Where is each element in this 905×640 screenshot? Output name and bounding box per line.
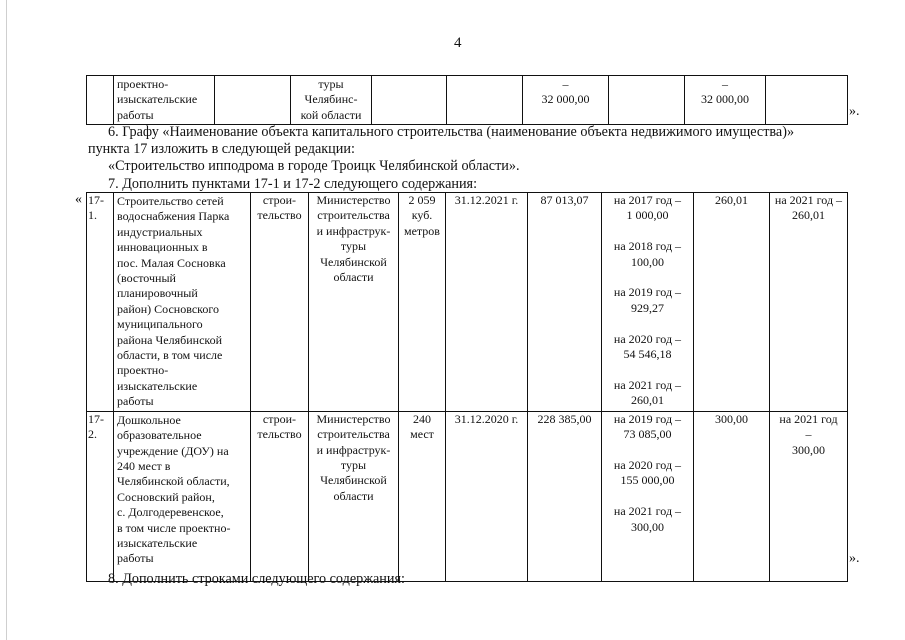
cell-line: 73 085,00	[623, 427, 672, 442]
cell-line: 240 мест в	[117, 458, 171, 473]
cell-line: на 2021 год –	[774, 193, 843, 207]
cell-line: 260,01	[631, 393, 664, 408]
cell-line: области	[333, 488, 374, 503]
cell-line: 240	[413, 411, 431, 426]
objects-table	[86, 192, 848, 582]
cell-line: работы	[117, 551, 154, 566]
cell-line: туры	[340, 457, 367, 472]
cell-empty	[87, 76, 114, 125]
spacer	[603, 362, 692, 377]
cell-line: район) Сосновского	[117, 301, 219, 316]
cell-line: –	[562, 77, 569, 91]
cell-line: туры	[318, 77, 344, 91]
cell-line: 300,00	[631, 519, 664, 534]
paragraph-8: 8. Дополнить строками следующего содержания:	[108, 571, 405, 587]
cell-line: с. Долгодеревенское,	[117, 505, 224, 520]
paragraph-6-line-1: 6. Графу «Наименование объекта капитального строительства (наименование объекта недвижимого имущества)»	[108, 124, 795, 140]
cell-line: 300,00	[792, 442, 825, 457]
final-amount-cell	[770, 411, 848, 581]
cell-line: Сосновский район,	[117, 489, 215, 504]
cell-line: области, в том числе	[117, 348, 223, 363]
cell-line: Министерство	[316, 411, 391, 426]
cell-line: 929,27	[631, 300, 664, 315]
cell-line: Челябинской области,	[117, 474, 230, 489]
object-name-cell	[114, 193, 251, 412]
estimated-cost-cell: 87 013,07	[528, 193, 602, 412]
cell-line: муниципального	[117, 317, 203, 332]
page-number: 4	[454, 35, 462, 51]
cell-line: кой области	[300, 107, 362, 122]
final-amount-cell	[770, 193, 848, 412]
cell-line: тельство	[257, 208, 302, 223]
current-amount-cell: 260,01	[694, 193, 770, 412]
cell-empty	[447, 76, 523, 125]
cell-line: 260,01	[792, 208, 825, 223]
table-row	[87, 411, 848, 581]
cell-line: строи-	[262, 193, 297, 207]
cell-line: инновационных в	[117, 240, 208, 255]
close-quote-top: ».	[849, 104, 860, 119]
cell-line: 155 000,00	[620, 473, 675, 488]
close-quote: ».	[849, 551, 860, 566]
cell-line: на 2020 год –	[613, 457, 682, 472]
spacer	[603, 489, 692, 504]
cell-line: Дошкольное	[117, 412, 181, 427]
cell-line: на 2019 год –	[613, 285, 682, 300]
cell-line: 54 546,18	[623, 347, 672, 362]
work-type-cell	[251, 193, 309, 412]
cell-line: образовательное	[117, 428, 202, 443]
cell-line: работы	[117, 107, 154, 122]
cell-line: строительства	[317, 427, 390, 442]
ministry-cell	[309, 411, 399, 581]
cell-line: работы	[117, 394, 154, 409]
paragraph-6-line-2: пункта 17 изложить в следующей редакции:	[88, 141, 355, 157]
spacer	[603, 270, 692, 285]
cell-line: на 2017 год –	[613, 193, 682, 207]
cell-line: изыскательские	[117, 92, 198, 107]
cell-empty	[372, 76, 447, 125]
cell-line: туры	[340, 239, 367, 254]
cell-line: Челябинской	[320, 473, 387, 488]
ministry-cell	[309, 193, 399, 412]
financing-schedule-cell	[602, 193, 694, 412]
cell-line: и инфраструк-	[316, 442, 391, 457]
cell-line: индустриальных	[117, 224, 203, 239]
top-continuation-table	[86, 75, 848, 125]
cell-line: и инфраструк-	[316, 223, 391, 238]
cell-line: в том числе проектно-	[117, 520, 231, 535]
cell-line: Строительство сетей	[117, 194, 224, 208]
cell-line: пос. Малая Сосновка	[117, 255, 226, 270]
cell-line: 100,00	[631, 254, 664, 269]
cell-line: строи-	[262, 411, 297, 426]
cell-line: строительства	[317, 208, 390, 223]
cell-line: (восточный	[117, 271, 176, 286]
cell-line: проектно-	[117, 363, 169, 378]
page-edge-line	[6, 0, 7, 640]
current-amount-cell: 300,00	[694, 411, 770, 581]
cell-line: области	[333, 270, 374, 285]
cell-line: на 2018 год –	[613, 239, 682, 254]
cell-line: на 2021 год	[779, 411, 838, 426]
final-cell	[685, 76, 766, 125]
cell-line: на 2020 год –	[613, 331, 682, 346]
row-number: 17-1.	[87, 193, 114, 412]
estimated-cost-cell: 228 385,00	[528, 411, 602, 581]
paragraph-6-quote: «Строительство ипподрома в городе Троицк Челябинской области».	[108, 158, 520, 174]
cell-line: района Челябинской	[117, 332, 223, 347]
object-name-cell	[114, 411, 251, 581]
row-number: 17-2.	[87, 411, 114, 581]
cell-line: учреждение (ДОУ) на	[117, 443, 229, 458]
table-row	[87, 193, 848, 412]
cell-line: 32 000,00	[701, 92, 749, 107]
cell-line: на 2019 год –	[613, 411, 682, 426]
cell-line: 1 000,00	[626, 208, 669, 223]
cell-line: Министерство	[316, 193, 391, 207]
cell-line: куб.	[411, 208, 433, 223]
spacer	[603, 443, 692, 458]
name-cell	[114, 76, 215, 125]
completion-date-cell: 31.12.2021 г.	[446, 193, 528, 412]
cell-empty	[609, 76, 685, 125]
cell-empty	[766, 76, 848, 125]
cell-line: проектно-	[117, 77, 169, 91]
cell-line: 32 000,00	[541, 92, 590, 107]
cell-line: мест	[410, 427, 434, 442]
cost-cell	[523, 76, 609, 125]
cell-line: изыскательские	[117, 378, 198, 393]
spacer	[603, 224, 692, 239]
cell-line: Челябинской	[320, 254, 387, 269]
paragraph-7: 7. Дополнить пунктами 17-1 и 17-2 следующего содержания:	[108, 176, 478, 192]
capacity-cell	[399, 193, 446, 412]
spacer	[603, 316, 692, 331]
cell-line: изыскательские	[117, 535, 198, 550]
cell-line: метров	[404, 223, 440, 238]
cell-line: –	[722, 77, 728, 91]
cell-line: на 2021 год –	[613, 377, 682, 392]
cell-line: планировочный	[117, 286, 198, 301]
cell-line: водоснабжения Парка	[117, 209, 230, 224]
cell-line: 2 059	[408, 193, 436, 207]
financing-schedule-cell	[602, 411, 694, 581]
cell-line: тельство	[257, 427, 302, 442]
cell-line: Челябинс-	[304, 92, 358, 107]
cell-line: –	[805, 427, 812, 442]
completion-date-cell: 31.12.2020 г.	[446, 411, 528, 581]
open-quote: «	[75, 192, 82, 207]
capacity-cell	[399, 411, 446, 581]
ministry-cell	[291, 76, 372, 125]
cell-empty	[215, 76, 291, 125]
work-type-cell	[251, 411, 309, 581]
cell-line: на 2021 год –	[613, 504, 682, 519]
